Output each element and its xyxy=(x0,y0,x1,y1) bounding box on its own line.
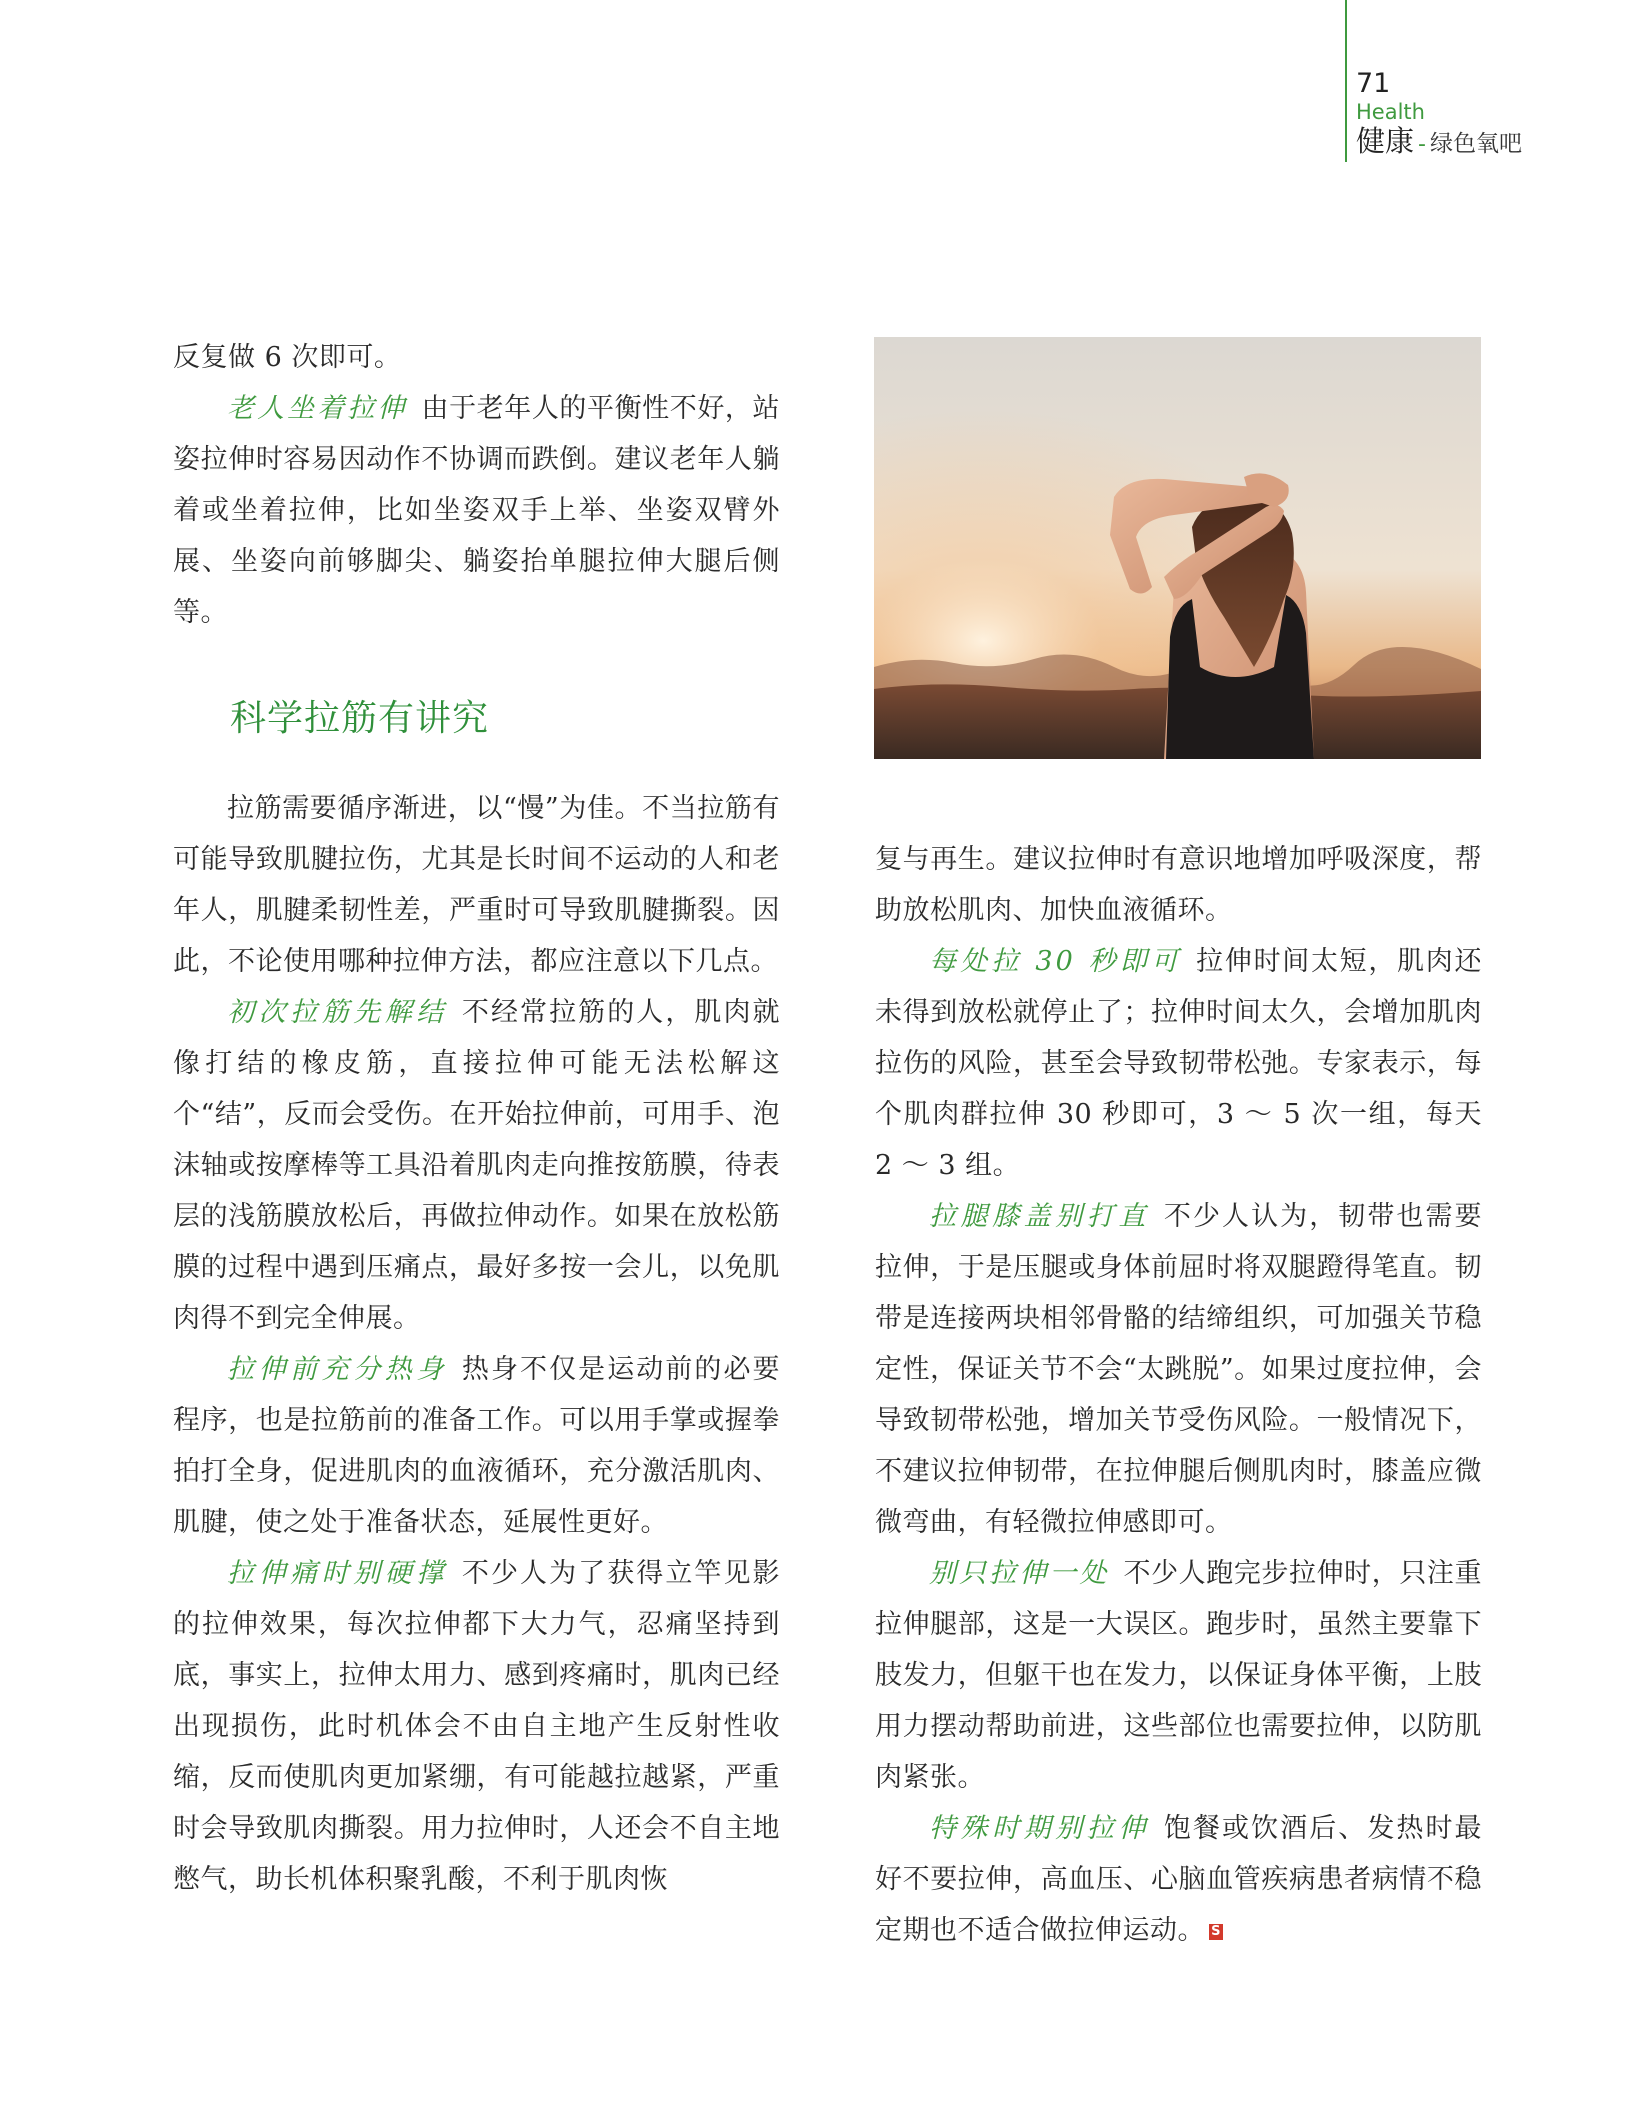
section-main-title: 健康 xyxy=(1356,124,1415,159)
keyword-heading: 拉腿膝盖别打直 xyxy=(929,1201,1150,1232)
paragraph-text: 不经常拉筋的人，肌肉就像打结的橡皮筋，直接拉伸可能无法松解这个“结”，反而会受伤。在开始拉伸前，可用手、泡沫轴或按摩棒等工具沿着肌肉走向推按筋膜，待表层的浅筋膜放松后，再做拉伸动作。如果在放松筋膜的过程中遇到压痛点，最好多按一会儿，以免肌肉得不到完全伸展。 xyxy=(173,997,781,1334)
paragraph xyxy=(173,987,780,1344)
paragraph: 反复做 6 次即可。 xyxy=(173,342,402,373)
paragraph-text: 饱餐或饮酒后、发热时最好不要拉伸，高血压、心脑血管疾病患者病情不稳定期也不适合做拉伸运动。 xyxy=(875,1813,1483,1946)
paragraph-text: 不少人跑完步拉伸时，只注重拉伸腿部，这是一大误区。跑步时，虽然主要靠下肢发力，但躯干也在发力，以保证身体平衡，上肢用力摆动帮助前进，这些部位也需要拉伸，以防肌肉紧张。 xyxy=(875,1558,1482,1793)
keyword-heading: 每处拉 30 秒即可 xyxy=(929,946,1183,977)
article-end-mark-icon: S xyxy=(1209,1924,1223,1940)
section-heading: 科学拉筋有讲究 xyxy=(230,698,490,739)
paragraph xyxy=(173,1344,780,1548)
keyword-heading: 老人坐着拉伸 xyxy=(227,393,408,424)
paragraph xyxy=(875,1548,1482,1803)
paragraph xyxy=(173,1548,780,1905)
right-column xyxy=(875,834,1482,1956)
page-header xyxy=(1356,70,1522,158)
section-separator: - xyxy=(1418,132,1426,158)
paragraph-text: 不少人认为，韧带也需要拉伸，于是压腿或身体前屈时将双腿蹬得笔直。韧带是连接两块相邻骨骼的结缔组织，可加强关节稳定性，保证关节不会“太跳脱”。如果过度拉伸，会导致韧带松弛，增加关节受伤风险。一般情况下，不建议拉伸韧带，在拉伸腿后侧肌肉时，膝盖应微微弯曲，有轻微拉伸感即可。 xyxy=(875,1201,1483,1538)
header-divider-line xyxy=(1345,0,1347,162)
page-number: 71 xyxy=(1356,68,1391,99)
section-subtitle: 绿色氧吧 xyxy=(1429,131,1522,158)
left-column-bottom xyxy=(173,783,780,1905)
paragraph-text: 拉伸时间太短，肌肉还未得到放松就停止了；拉伸时间太久，会增加肌肉拉伤的风险，甚至会导致韧带松弛。专家表示，每个肌肉群拉伸 30 秒即可，3 ～ 5 次一组，每天 2 ～ 3 组。 xyxy=(875,946,1482,1181)
paragraph-text: 由于老年人的平衡性不好，站姿拉伸时容易因动作不协调而跌倒。建议老年人躺着或坐着拉伸，比如坐姿双手上举、坐姿双臂外展、坐姿向前够脚尖、躺姿抬单腿拉伸大腿后侧等。 xyxy=(173,393,780,628)
paragraph xyxy=(173,383,780,638)
paragraph xyxy=(875,1803,1482,1956)
keyword-heading: 特殊时期别拉伸 xyxy=(929,1813,1150,1844)
paragraph: 复与再生。建议拉伸时有意识地增加呼吸深度，帮助放松肌肉、加快血液循环。 xyxy=(875,844,1482,926)
paragraph xyxy=(875,936,1482,1191)
keyword-heading: 拉伸痛时别硬撑 xyxy=(227,1558,448,1589)
paragraph-text: 不少人为了获得立竿见影的拉伸效果，每次拉伸都下大力气，忍痛坚持到底，事实上，拉伸太用力、感到疼痛时，肌肉已经出现损伤，此时机体会不由自主地产生反射性收缩，反而使肌肉更加紧绷，有可能越拉越紧，严重时会导致肌肉撕裂。用力拉伸时，人还会不自主地憋气，助长机体积聚乳酸，不利于肌肉恢 xyxy=(173,1558,781,1895)
section-name-chinese xyxy=(1356,126,1522,158)
section-name-english: Health xyxy=(1356,100,1425,124)
paragraph-text: 热身不仅是运动前的必要程序，也是拉筋前的准备工作。可以用手掌或握拳拍打全身，促进肌肉的血液循环，充分激活肌肉、肌腱，使之处于准备状态，延展性更好。 xyxy=(173,1354,781,1538)
left-column-top xyxy=(173,332,780,638)
keyword-heading: 别只拉伸一处 xyxy=(929,1558,1110,1589)
stretching-woman-photo xyxy=(874,337,1481,759)
paragraph: 拉筋需要循序渐进，以“慢”为佳。不当拉筋有可能导致肌腱拉伤，尤其是长时间不运动的人和老年人，肌腱柔韧性差，严重时可导致肌腱撕裂。因此，不论使用哪种拉伸方法，都应注意以下几点。 xyxy=(173,793,780,977)
keyword-heading: 拉伸前充分热身 xyxy=(227,1354,448,1385)
photo-illustration xyxy=(874,337,1481,759)
paragraph xyxy=(875,1191,1482,1548)
keyword-heading: 初次拉筋先解结 xyxy=(227,997,448,1028)
